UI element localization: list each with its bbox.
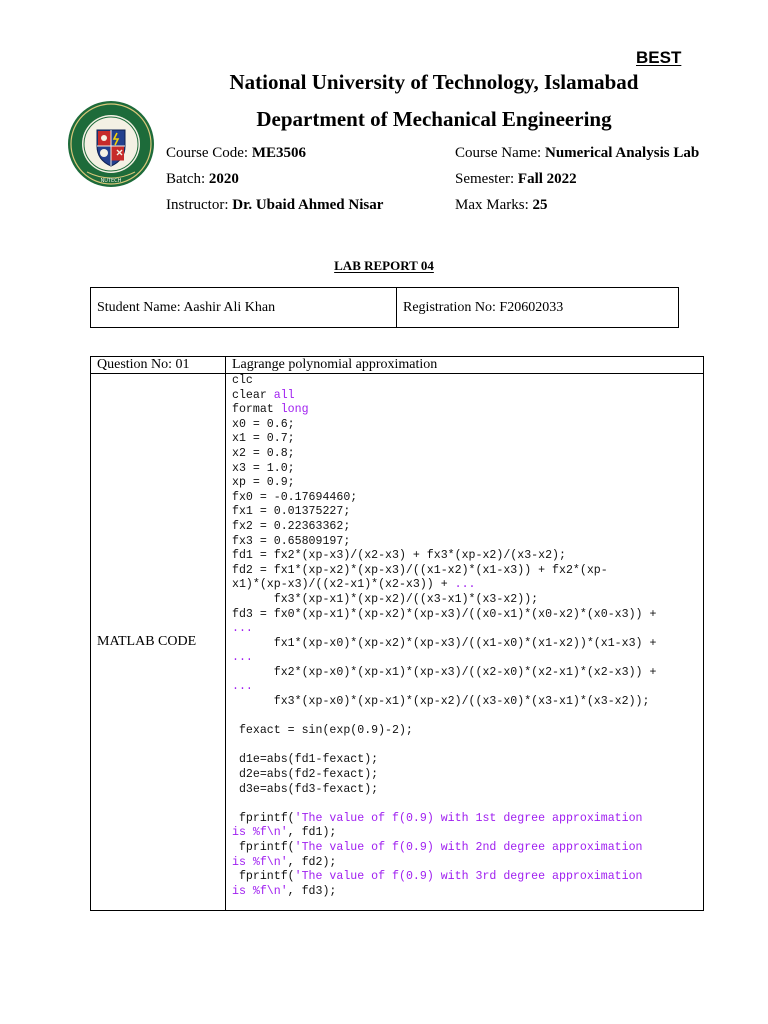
code-line (232, 739, 700, 754)
code-line (232, 491, 700, 506)
code-text: x1)*(xp-x3)/((x2-x1)*(x2-x3)) + (232, 578, 455, 592)
code-line (232, 476, 700, 491)
code-keyword: 'The value of f(0.9) with 3rd degree approximation (294, 870, 643, 884)
question-topic: Lagrange polynomial approximation (226, 357, 704, 374)
code-line (232, 885, 700, 900)
code-keyword: 'The value of f(0.9) with 2nd degree approximation (294, 841, 643, 854)
code-line (232, 578, 700, 593)
code-line (232, 549, 700, 564)
code-text: x3 = 1.0; (232, 461, 295, 475)
course-code-value: ME3506 (251, 145, 306, 161)
code-text: d2e=abs(fd2-fexact); (232, 768, 379, 782)
instructor-label: Instructor: (166, 197, 233, 213)
course-code-label: Course Code: (166, 145, 252, 161)
code-line (232, 841, 700, 856)
code-text: fx1 = 0.01375227; (232, 505, 351, 519)
code-line (232, 462, 700, 477)
code-keyword: ... (232, 680, 253, 694)
code-cell (226, 374, 704, 911)
code-line (232, 695, 700, 710)
code-text: x2 = 0.8; (232, 446, 295, 460)
code-text: format (232, 403, 281, 417)
code-line (232, 389, 700, 404)
code-text: x1 = 0.7; (232, 432, 295, 446)
question-number: Question No: 01 (91, 357, 226, 374)
code-text: fd2 = fx1*(xp-x2)*(xp-x3)/((x1-x2)*(x1-x3)) + fx2*(xp- (232, 563, 608, 577)
semester-label: Semester: (455, 171, 518, 187)
code-keyword: ... (232, 622, 253, 636)
code-line (232, 564, 700, 579)
code-line (232, 505, 700, 520)
code-line (232, 753, 700, 768)
code-text: fprintf( (232, 870, 295, 884)
code-line (232, 418, 700, 433)
code-line (232, 535, 700, 550)
university-name: National University of Technology, Islamabad (229, 70, 639, 94)
matlab-code-block (232, 374, 700, 899)
code-line (232, 622, 700, 637)
code-line (232, 520, 700, 535)
code-line (232, 666, 700, 681)
code-text: fx2*(xp-x0)*(xp-x1)*(xp-x3)/((x2-x0)*(x2-x1)*(x2-x3)) + (232, 665, 657, 679)
best-tag: BEST (636, 48, 682, 67)
code-text: fprintf( (232, 841, 295, 854)
code-text: fx3*(xp-x0)*(xp-x1)*(xp-x2)/((x3-x0)*(x3-x1)*(x3-x2)); (232, 695, 650, 709)
instructor-value: Dr. Ubaid Ahmed Nisar (232, 197, 384, 213)
code-line (232, 403, 700, 418)
semester (455, 171, 577, 188)
report-title: LAB REPORT 04 (334, 258, 434, 273)
code-text: fx0 = -0.17694460; (232, 490, 358, 504)
code-text: clear (232, 388, 274, 402)
code-text: fexact = sin(exp(0.9)-2); (232, 724, 413, 738)
code-line (232, 826, 700, 841)
code-keyword: is %f\n' (232, 884, 288, 898)
code-text: fx2 = 0.22363362; (232, 519, 351, 533)
course-code (166, 145, 306, 162)
code-line (232, 432, 700, 447)
department-name: Department of Mechanical Engineering (256, 107, 612, 131)
batch-label: Batch: (166, 171, 209, 187)
code-text: fx3 = 0.65809197; (232, 534, 351, 548)
code-line (232, 870, 700, 885)
code-line (232, 651, 700, 666)
code-text: fprintf( (232, 811, 295, 825)
code-line (232, 724, 700, 739)
code-text: x0 = 0.6; (232, 417, 295, 431)
code-line (232, 637, 700, 652)
code-text: d1e=abs(fd1-fexact); (232, 753, 379, 767)
code-line (232, 710, 700, 725)
code-line (232, 680, 700, 695)
batch-value: 2020 (208, 171, 239, 187)
code-text: clc (232, 374, 253, 387)
code-keyword: long (280, 403, 309, 417)
code-text: fd3 = fx0*(xp-x1)*(xp-x2)*(xp-x3)/((x0-x1)*(x0-x2)*(x0-x3)) + (232, 607, 657, 621)
max-marks-label: Max Marks: (455, 197, 533, 213)
university-seal-icon (67, 100, 155, 188)
course-name-label: Course Name: (455, 145, 545, 161)
student-name: Student Name: Aashir Ali Khan (91, 288, 397, 328)
code-line (232, 856, 700, 871)
code-text: , fd1); (287, 826, 337, 840)
registration-number: Registration No: F20602033 (397, 288, 679, 328)
code-line (232, 797, 700, 812)
code-line (232, 768, 700, 783)
code-keyword: is %f\n' (232, 855, 288, 869)
course-name-value: Numerical Analysis Lab (544, 145, 700, 161)
max-marks (455, 197, 548, 214)
code-text: fx3*(xp-x1)*(xp-x2)/((x3-x1)*(x3-x2)); (232, 592, 539, 606)
student-info-table (90, 287, 679, 328)
code-keyword: ... (232, 651, 253, 665)
code-line (232, 374, 700, 389)
code-line (232, 593, 700, 608)
code-text: , fd2); (287, 855, 337, 869)
question-table (90, 356, 704, 911)
code-text: xp = 0.9; (232, 476, 295, 490)
semester-value: Fall 2022 (517, 171, 577, 187)
code-text: fx1*(xp-x0)*(xp-x2)*(xp-x3)/((x1-x0)*(x1-x2))*(x1-x3) + (232, 636, 657, 650)
max-marks-value: 25 (532, 197, 548, 213)
code-keyword: is %f\n' (232, 826, 288, 840)
course-name (455, 145, 699, 162)
code-keyword: all (273, 388, 295, 402)
code-line (232, 608, 700, 623)
matlab-code-label: MATLAB CODE (91, 374, 226, 911)
instructor (166, 197, 383, 214)
code-line (232, 812, 700, 827)
code-keyword: 'The value of f(0.9) with 1st degree approximation (294, 811, 643, 825)
svg-text:NUTECH: NUTECH (100, 178, 122, 184)
batch (166, 171, 239, 188)
code-keyword: ... (454, 578, 476, 592)
code-text: , fd3); (287, 884, 337, 898)
code-text: fd1 = fx2*(xp-x3)/(x2-x3) + fx3*(xp-x2)/(x3-x2); (232, 549, 566, 563)
code-line (232, 783, 700, 798)
code-line (232, 447, 700, 462)
code-text: d3e=abs(fd3-fexact); (232, 782, 379, 796)
